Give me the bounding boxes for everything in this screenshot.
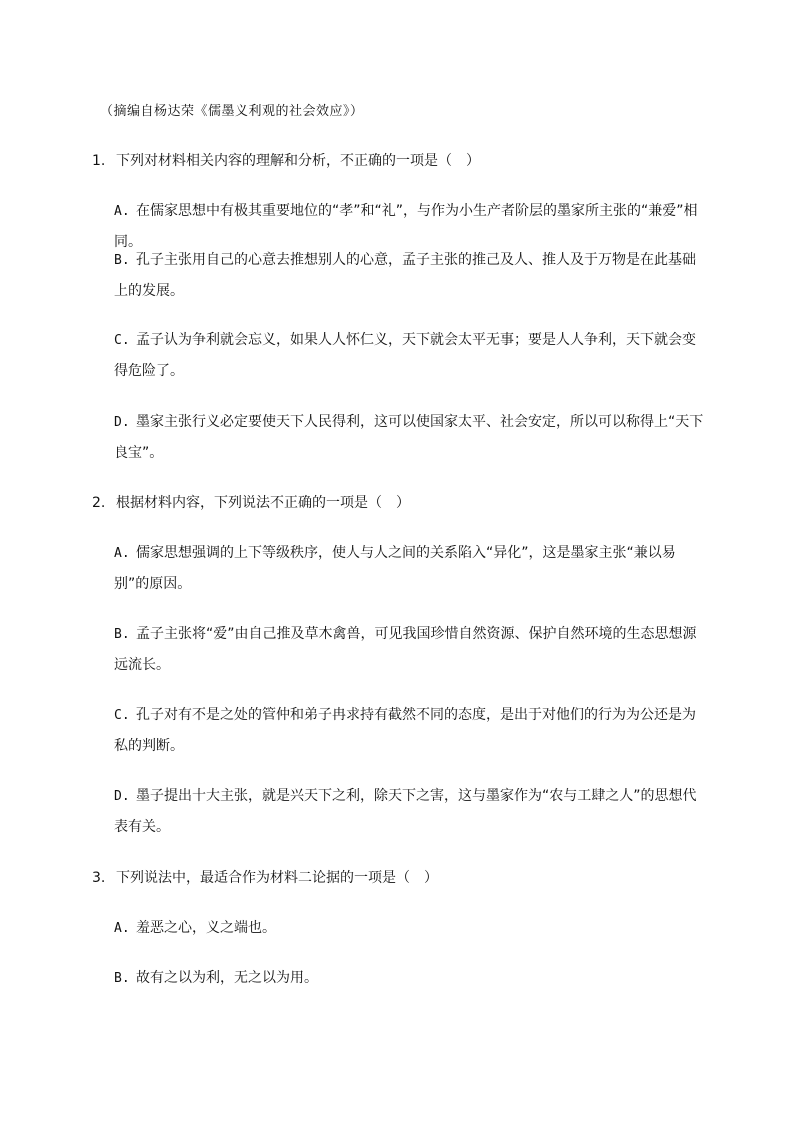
question-stem: 下列说法中，最适合作为材料二论据的一项是（ ） <box>116 870 438 886</box>
option-letter: B. <box>114 253 130 268</box>
source-citation: （摘编自杨达荣《儒墨义利观的社会效应》） <box>100 104 364 119</box>
option-letter: A. <box>114 546 130 561</box>
option-letter: C. <box>114 333 130 348</box>
option-text: 孔子主张用自己的心意去推想别人的心意，孟子主张的推己及人、推人及于万物是在此基础上的发展。 <box>114 252 696 299</box>
option-letter: A. <box>114 204 130 219</box>
option-text: 墨子提出十大主张，就是兴天下之利，除天下之害，这与墨家作为“农与工肆之人”的思想代表有关。 <box>114 788 697 835</box>
option-text: 儒家思想强调的上下等级秩序，使人与人之间的关系陷入“异化”，这是墨家主张“兼以易别”的原因。 <box>114 545 676 592</box>
question-1-option-d <box>114 407 704 468</box>
option-letter: C. <box>114 708 130 723</box>
question-2 <box>92 493 410 513</box>
option-text: 在儒家思想中有极其重要地位的“孝”和“礼”，与作为小生产者阶层的墨家所主张的“兼爱”相同。 <box>114 203 698 250</box>
question-1-option-c <box>114 325 704 386</box>
question-stem: 根据材料内容，下列说法不正确的一项是（ ） <box>116 495 410 511</box>
question-2-option-c <box>114 700 704 761</box>
question-number: 1. <box>92 153 106 169</box>
question-1-option-b <box>114 245 704 306</box>
option-letter: D. <box>114 415 130 430</box>
question-2-option-b <box>114 619 704 680</box>
option-letter: A. <box>114 921 130 936</box>
question-stem: 下列对材料相关内容的理解和分析，不正确的一项是（ ） <box>116 153 480 169</box>
option-letter: B. <box>114 971 130 986</box>
question-3-option-a <box>114 913 704 944</box>
question-1 <box>92 151 480 171</box>
option-text: 墨家主张行义必定要使天下人民得利，这可以使国家太平、社会安定，所以可以称得上“天下良宝”。 <box>114 414 704 461</box>
option-text: 孟子主张将“爱”由自己推及草木禽兽，可见我国珍惜自然资源、保护自然环境的生态思想源远流长。 <box>114 626 697 673</box>
question-number: 3. <box>92 870 106 886</box>
question-number: 2. <box>92 495 106 511</box>
question-3-option-b <box>114 963 704 994</box>
question-2-option-d <box>114 781 704 842</box>
option-letter: B. <box>114 627 130 642</box>
option-letter: D. <box>114 789 130 804</box>
option-text: 孟子认为争利就会忘义，如果人人怀仁义，天下就会太平无事；要是人人争利，天下就会变得危险了。 <box>114 332 696 379</box>
option-text: 孔子对有不是之处的管仲和弟子冉求持有截然不同的态度，是出于对他们的行为为公还是为私的判断。 <box>114 707 696 754</box>
question-3 <box>92 868 438 888</box>
option-text: 故有之以为利，无之以为用。 <box>136 970 318 986</box>
option-text: 羞恶之心，义之端也。 <box>136 920 276 936</box>
question-2-option-a <box>114 538 704 599</box>
